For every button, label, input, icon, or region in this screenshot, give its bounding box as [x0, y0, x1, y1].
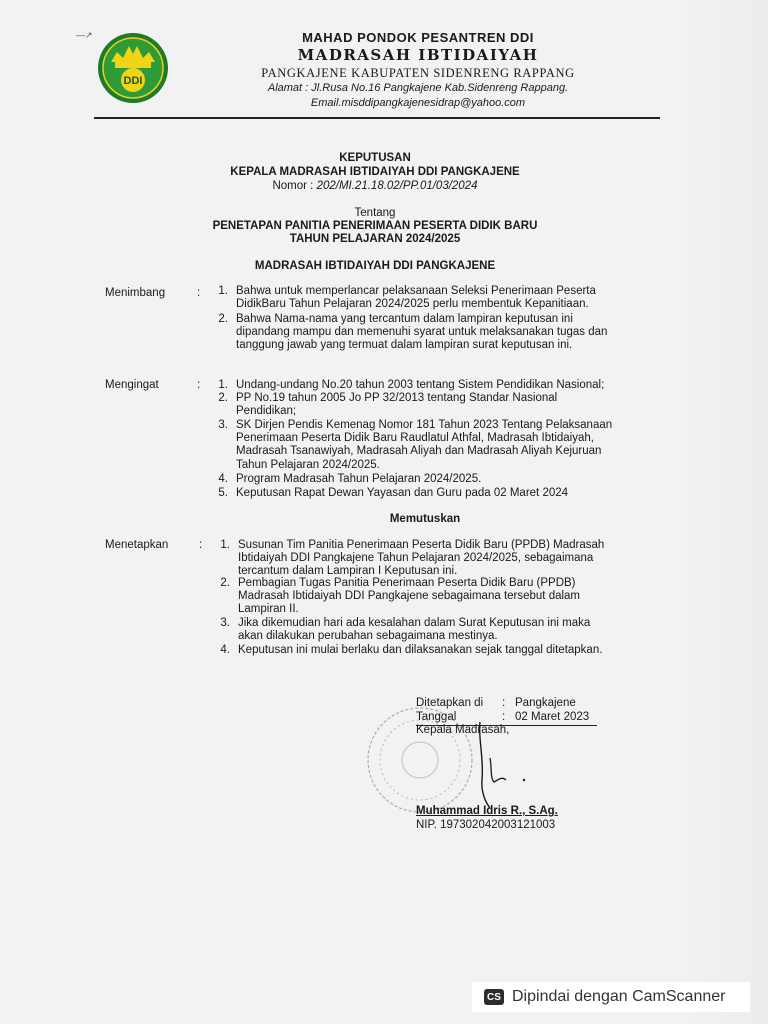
menimbang-label: Menimbang — [105, 287, 166, 299]
title-institution: MADRASAH IBTIDAIYAH DDI PANGKAJENE — [254, 260, 496, 272]
header-divider — [94, 117, 660, 119]
menimbang-num-1: 1. — [218, 285, 228, 297]
ditetapkan-value: Pangkajene — [515, 697, 576, 709]
title-nomor — [140, 180, 610, 193]
header-email: Email.misddipangkajenesidrap@yahoo.com — [310, 97, 526, 109]
nomor-value: 202/MI.21.18.02/PP.01/03/2024 — [316, 180, 478, 192]
title-subject1: PENETAPAN PANITIA PENERIMAAN PESERTA DIDIK BARU — [212, 220, 538, 232]
page-edge-shadow — [682, 0, 768, 1024]
menetapkan-4-line1: Keputusan ini mulai berlaku dan dilaksanakan sejak tanggal ditetapkan. — [238, 644, 603, 656]
menimbang-1-line1: Bahwa untuk memperlancar pelaksanaan Seleksi Penerimaan Peserta — [236, 285, 596, 297]
camscanner-icon: CS — [484, 989, 504, 1005]
signatory-nip: NIP. 197302042003121003 — [416, 819, 556, 831]
menetapkan-3-line1: Jika dikemudian hari ada kesalahan dalam Surat Keputusan ini maka — [238, 617, 591, 629]
header-line1: MAHAD PONDOK PESANTREN DDI — [302, 30, 534, 45]
mengingat-item-4 — [236, 473, 650, 486]
mengingat-num-1: 1. — [218, 379, 228, 391]
memutuskan-heading: Memutuskan — [389, 513, 461, 525]
mengingat-num-4: 4. — [218, 473, 228, 485]
mengingat-item-1 — [236, 379, 650, 392]
menetapkan-num-2: 2. — [220, 577, 230, 589]
mengingat-2-line2: Pendidikan; — [236, 405, 297, 418]
menimbang-2-line2: dipandang mampu dan memenuhi syarat untuk melaksanakan tugas dan — [236, 326, 608, 339]
mengingat-3-line4: Tahun Pelajaran 2024/2025. — [236, 458, 380, 471]
mengingat-item-3 — [236, 419, 650, 472]
tanggal-value: 02 Maret 2023 — [515, 711, 590, 723]
menimbang-num-2: 2. — [218, 313, 228, 325]
menetapkan-1-line2: Ibtidaiyah DDI Pangkajene Tahun Pelajaran 2024/2025, sebagaimana — [238, 552, 594, 565]
mengingat-item-5 — [236, 487, 650, 500]
menimbang-item-2 — [236, 313, 650, 353]
title-keputusan: KEPUTUSAN — [339, 152, 411, 164]
camscanner-text: Dipindai dengan CamScanner — [512, 988, 726, 1005]
mengingat-item-2 — [236, 392, 650, 418]
menetapkan-label: Menetapkan — [105, 539, 169, 551]
header-line2: MADRASAH IBTIDAIYAH — [297, 46, 539, 64]
menetapkan-item-1 — [238, 539, 649, 579]
mengingat-2-line1: PP No.19 tahun 2005 Jo PP 32/2013 tentang Standar Nasional — [236, 392, 558, 404]
handwritten-signature — [470, 718, 540, 810]
menetapkan-2-line1: Pembagian Tugas Panitia Penerimaan Peserta Didik Baru (PPDB) — [238, 577, 576, 589]
menimbang-item-1 — [236, 285, 650, 311]
pen-mark: —↗ — [76, 30, 93, 40]
mengingat-4-line1: Program Madrasah Tahun Pelajaran 2024/2025. — [236, 473, 482, 485]
title-tentang: Tentang — [354, 207, 396, 219]
mengingat-3-line2: Penerimaan Peserta Didik Baru Raudlatul Athfal, Madrasah Ibtidaiyah, — [236, 432, 594, 445]
menimbang-2-line3: tanggung jawab yang termuat dalam lampiran surat keputusan ini. — [236, 339, 573, 352]
mengingat-colon: : — [197, 379, 201, 391]
menetapkan-item-4 — [238, 644, 649, 657]
mengingat-1-line1: Undang-undang No.20 tahun 2003 tentang Sistem Pendidikan Nasional; — [236, 379, 605, 391]
ditetapkan-sep: : — [502, 697, 506, 709]
menetapkan-num-1: 1. — [220, 539, 230, 551]
menetapkan-item-3 — [238, 617, 649, 643]
camscanner-watermark — [472, 982, 750, 1012]
menetapkan-num-3: 3. — [220, 617, 230, 629]
title-subject2: TAHUN PELAJARAN 2024/2025 — [289, 233, 461, 245]
signatory-name: Muhammad Idris R., S.Ag. — [416, 805, 558, 817]
mengingat-num-5: 5. — [218, 487, 228, 499]
menetapkan-num-4: 4. — [220, 644, 230, 656]
menimbang-1-line2: DidikBaru Tahun Pelajaran 2024/2025 perlu membentuk Kepanitiaan. — [236, 298, 589, 311]
menimbang-colon: : — [197, 287, 201, 299]
header-line3: PANGKAJENE KABUPATEN SIDENRENG RAPPANG — [261, 66, 575, 80]
role-title: Kepala Madrasah, — [416, 724, 510, 736]
title-kepala: KEPALA MADRASAH IBTIDAIYAH DDI PANGKAJENE — [230, 166, 520, 178]
menetapkan-1-line3: tercantum dalam Lampiran I Keputusan ini. — [238, 565, 458, 578]
menetapkan-2-line2: Madrasah Ibtidaiyah DDI Pangkajene sebagaimana tersebut dalam — [238, 590, 581, 603]
nomor-label: Nomor : — [272, 180, 317, 192]
mengingat-5-line1: Keputusan Rapat Dewan Yayasan dan Guru pada 02 Maret 2024 — [236, 487, 569, 499]
menetapkan-2-line3: Lampiran II. — [238, 603, 299, 616]
menetapkan-3-line2: akan dilakukan perubahan sebagaimana mestinya. — [238, 630, 498, 643]
header-address: Alamat : Jl.Rusa No.16 Pangkajene Kab.Sidenreng Rappang. — [267, 82, 569, 94]
logo-text: DDI — [123, 75, 143, 87]
mengingat-label: Mengingat — [105, 379, 159, 391]
tanggal-label: Tanggal — [416, 711, 457, 723]
school-logo-icon — [97, 32, 169, 104]
mengingat-num-2: 2. — [218, 392, 228, 404]
mengingat-3-line1: SK Dirjen Pendis Kemenag Nomor 181 Tahun 2023 Tentang Pelaksanaan — [236, 419, 613, 431]
menetapkan-item-2 — [238, 577, 649, 617]
menetapkan-colon: : — [199, 539, 203, 551]
menimbang-2-line1: Bahwa Nama-nama yang tercantum dalam lampiran keputusan ini — [236, 313, 573, 325]
mengingat-3-line3: Madrasah Tsanawiyah, Madrasah Aliyah dan Madrasah Aliyah Kejuruan — [236, 445, 602, 458]
mengingat-num-3: 3. — [218, 419, 228, 431]
menetapkan-1-line1: Susunan Tim Panitia Penerimaan Peserta Didik Baru (PPDB) Madrasah — [238, 539, 605, 551]
ditetapkan-label: Ditetapkan di — [416, 697, 484, 709]
tanggal-sep: : — [502, 711, 506, 723]
